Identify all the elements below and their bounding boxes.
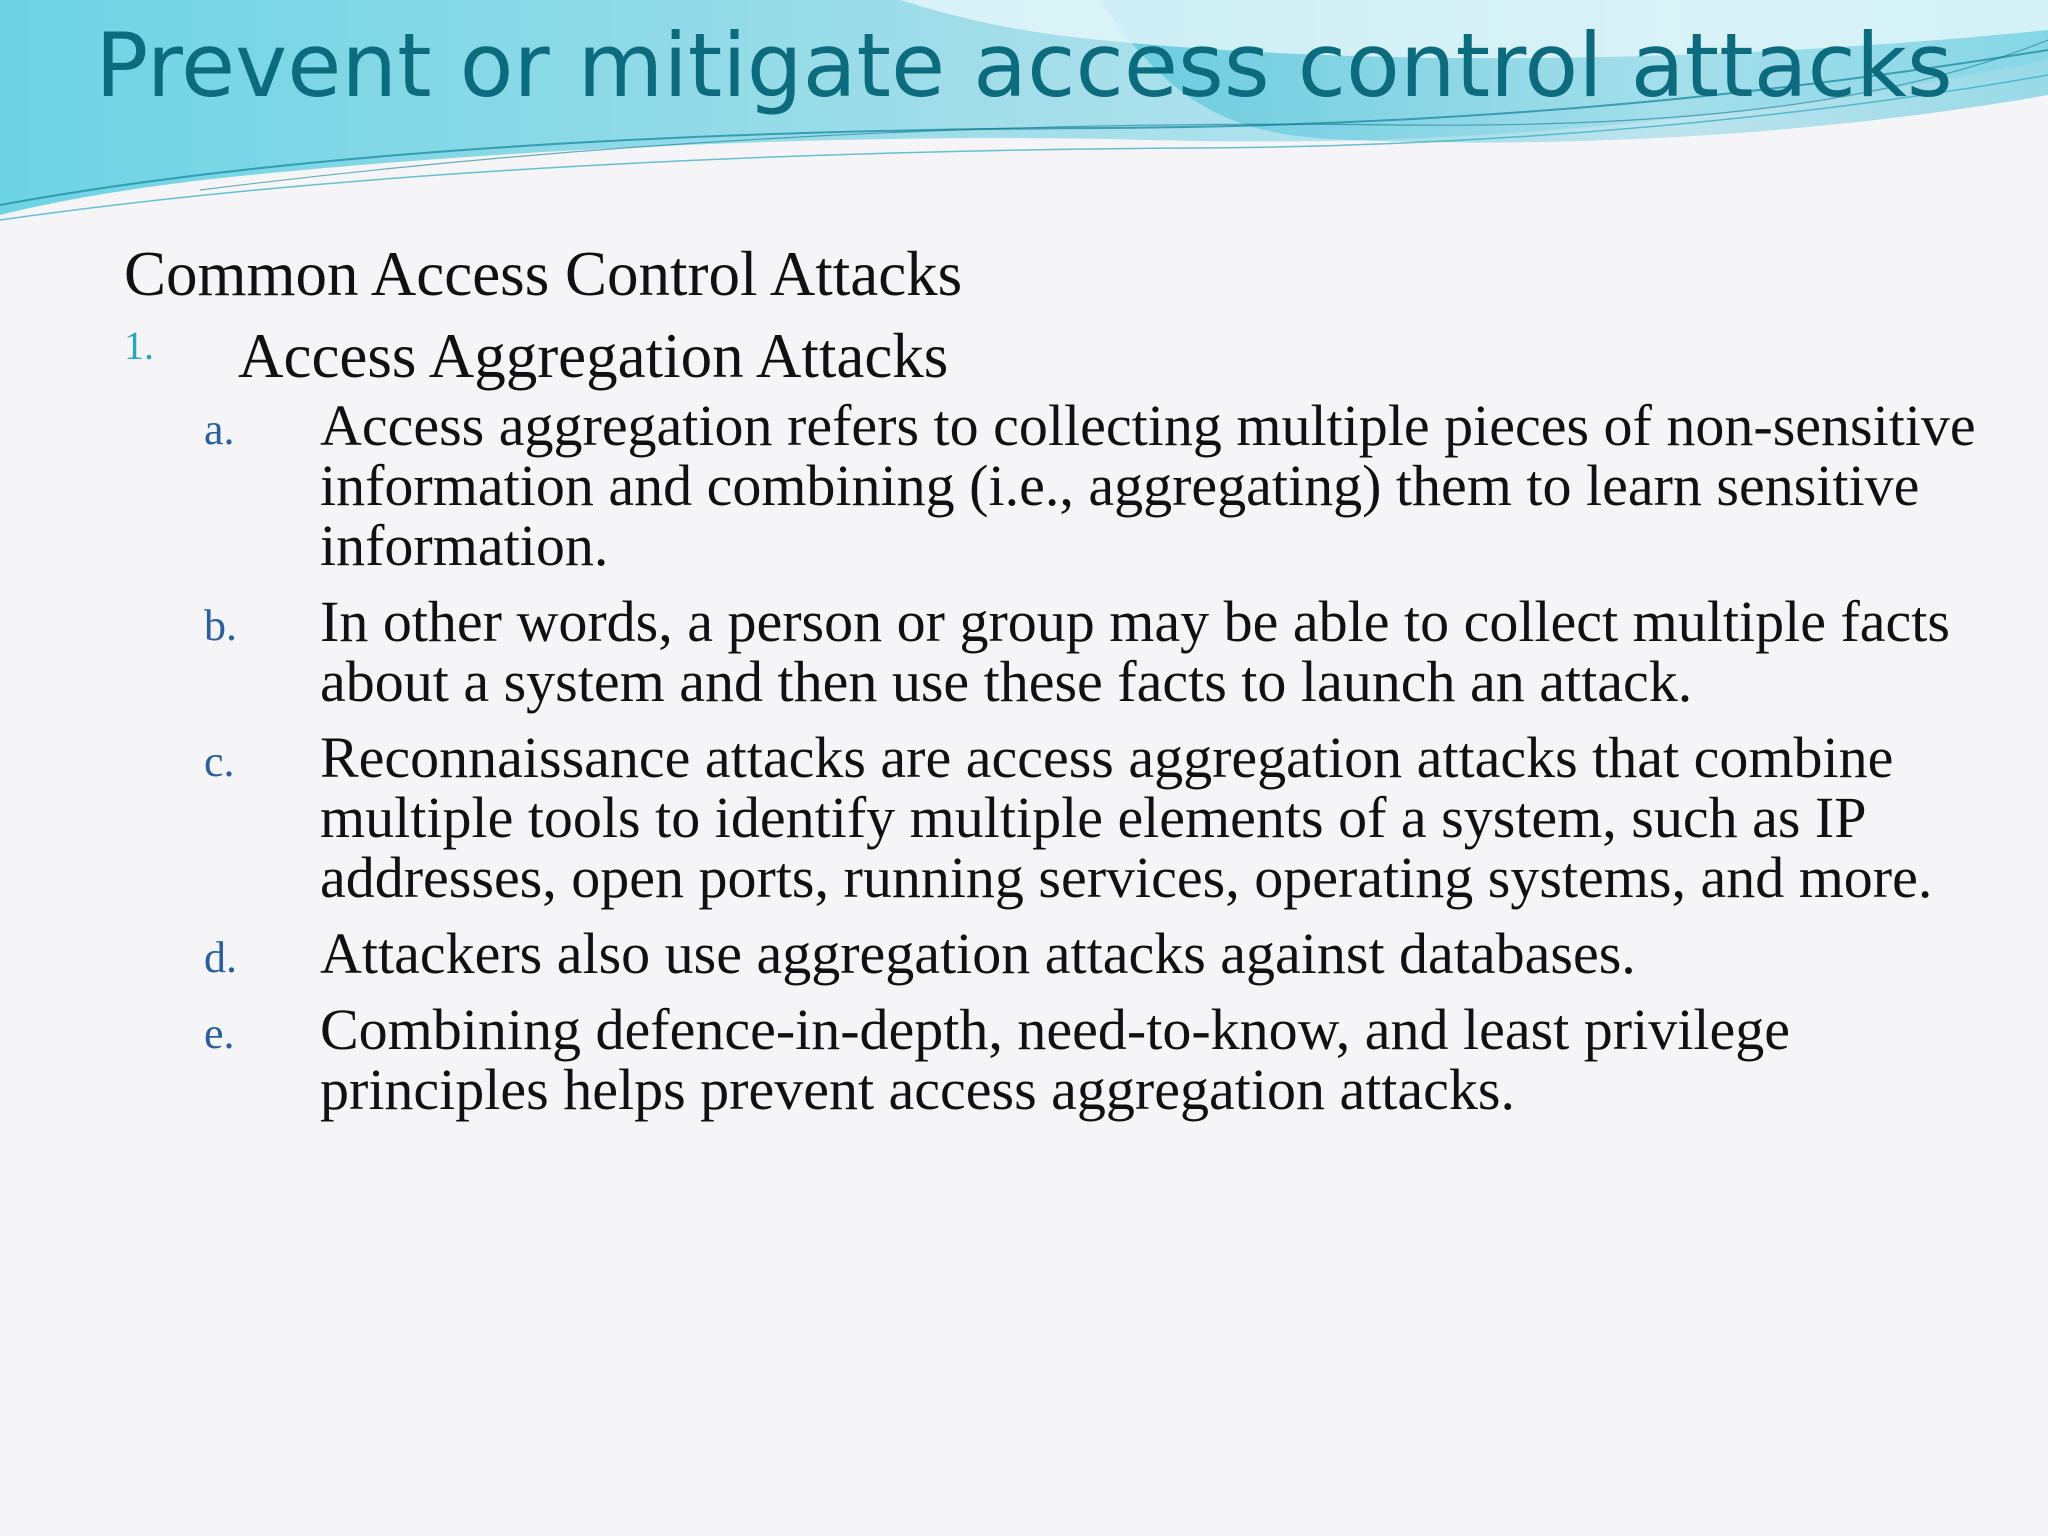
sub-list-item: [124, 589, 1984, 714]
section-heading: Common Access Control Attacks: [124, 239, 963, 309]
sub-list-item: [124, 393, 1984, 578]
sub-list: [124, 393, 1984, 1122]
sub-list-item: [124, 921, 1984, 986]
list-item-text: Access Aggregation Attacks: [238, 321, 949, 391]
sub-list-letter: b.: [204, 601, 237, 650]
slide-title: Prevent or mitigate access control attacks: [95, 14, 1953, 117]
sub-list-item: [124, 997, 1984, 1122]
list-number: 1.: [124, 323, 154, 368]
sub-list-text: Access aggregation refers to collecting multiple pieces of non-sensitive information and combining (i.e., aggregating) them to learn sensitive information.: [320, 393, 1976, 578]
slide-content: [124, 234, 1984, 1136]
sub-list-text: Attackers also use aggregation attacks against databases.: [320, 921, 1636, 986]
sub-list-letter: d.: [204, 933, 237, 982]
sub-list-item: [124, 725, 1984, 910]
numbered-list-item: [124, 316, 1984, 396]
sub-list-text: In other words, a person or group may be able to collect multiple facts about a system and then use these facts to launch an attack.: [320, 589, 1950, 714]
sub-list-letter: c.: [204, 737, 235, 786]
sub-list-letter: e.: [204, 1009, 235, 1058]
sub-list-letter: a.: [204, 405, 235, 454]
sub-list-text: Reconnaissance attacks are access aggregation attacks that combine multiple tools to identify multiple elements of a system, such as IP addresses, open ports, running services, operating systems, and more.: [320, 725, 1933, 910]
sub-list-text: Combining defence-in-depth, need-to-know, and least privilege principles helps prevent access aggregation attacks.: [320, 997, 1790, 1122]
